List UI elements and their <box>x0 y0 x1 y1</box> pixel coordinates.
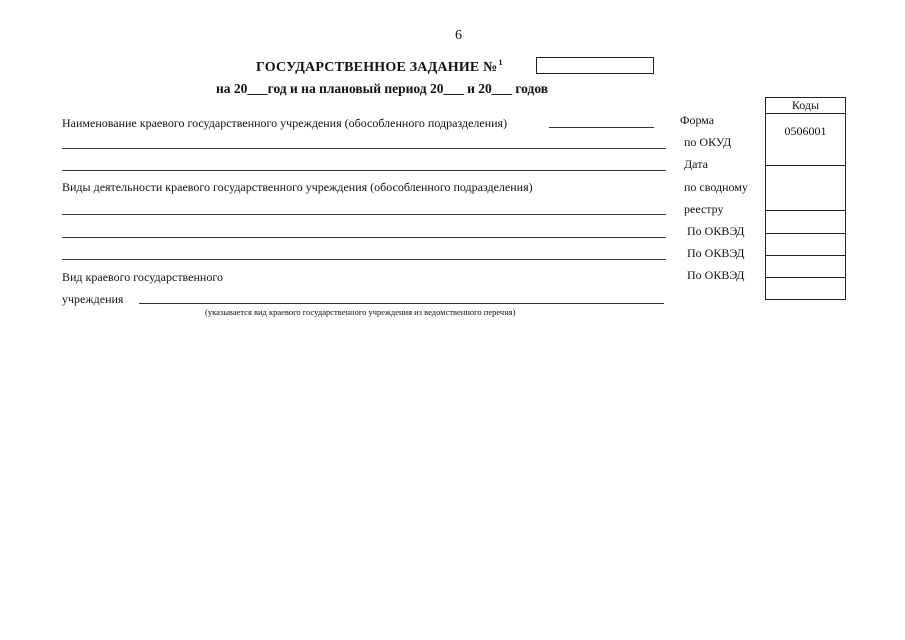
codes-label-okved-3: По ОКВЭД <box>687 268 745 282</box>
institution-name-field-line2[interactable] <box>62 148 666 149</box>
institution-type-hint: (указывается вид краевого государственного учреждения из ведомственного перечня) <box>205 307 516 317</box>
code-registry[interactable] <box>766 211 846 234</box>
codes-label-form: Форма <box>680 113 715 127</box>
codes-label-registry-line2: реестру <box>684 202 724 216</box>
assignment-number-field[interactable] <box>536 57 654 74</box>
footnote-mark: 1 <box>498 58 503 67</box>
codes-label-okved-1: По ОКВЭД <box>687 224 745 238</box>
institution-type-label: Вид краевого государственного <box>62 270 223 284</box>
code-okved-2[interactable] <box>766 256 846 278</box>
institution-name-label: Наименование краевого государственного учреждения (обособленного подразделения) <box>62 116 508 130</box>
institution-name-field[interactable] <box>549 127 654 128</box>
activity-types-field-line2[interactable] <box>62 237 666 238</box>
code-date[interactable] <box>766 166 846 211</box>
institution-type-field[interactable] <box>139 303 664 304</box>
document-title-text: ГОСУДАРСТВЕННОЕ ЗАДАНИЕ № <box>256 60 498 75</box>
document-title <box>256 58 503 76</box>
activity-types-field-line3[interactable] <box>62 259 666 260</box>
activity-types-label: Виды деятельности краевого государственного учреждения (обособленного подразделения) <box>62 180 533 194</box>
code-okved-3[interactable] <box>766 278 846 300</box>
codes-label-date: Дата <box>684 157 708 171</box>
codes-label-okud: по ОКУД <box>684 135 732 149</box>
institution-name-field-line3[interactable] <box>62 170 666 171</box>
code-okud[interactable]: 0506001 <box>766 114 846 166</box>
code-okved-1[interactable] <box>766 234 846 256</box>
activity-types-field-line1[interactable] <box>62 214 666 215</box>
document-subtitle: на 20___год и на плановый период 20___ и 20___ годов <box>216 81 549 96</box>
page-number: 6 <box>455 28 462 43</box>
codes-header: Коды <box>766 98 846 114</box>
codes-label-okved-2: По ОКВЭД <box>687 246 745 260</box>
institution-type-label-line2: учреждения <box>62 292 124 306</box>
codes-table <box>765 97 846 300</box>
codes-label-registry: по сводному <box>684 180 748 194</box>
